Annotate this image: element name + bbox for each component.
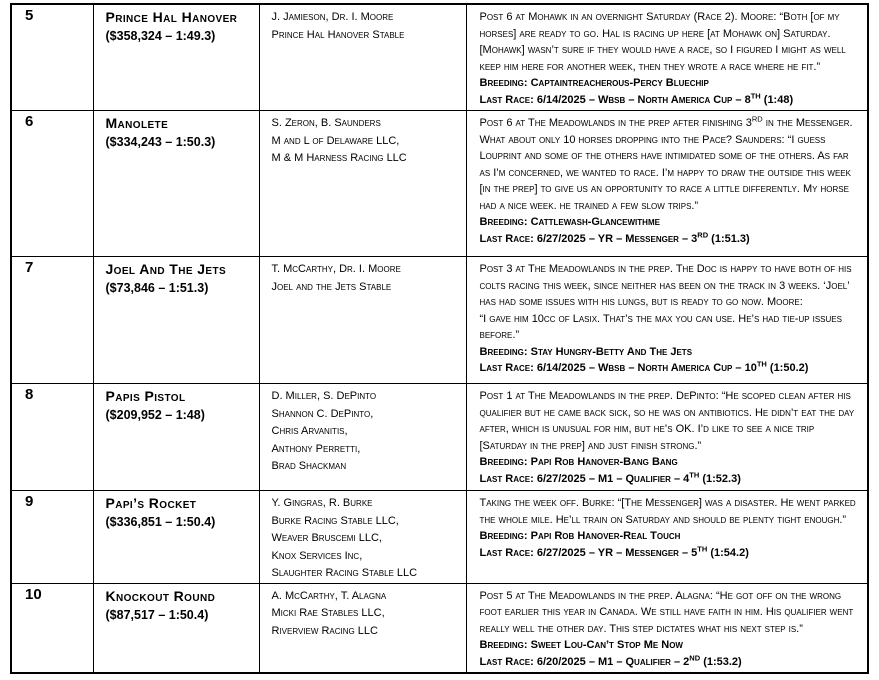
ordinal-superscript: ND xyxy=(689,652,701,662)
last-race-time: (1:52.3) xyxy=(699,472,741,485)
last-race-line xyxy=(480,360,859,377)
horse-cell xyxy=(93,111,259,257)
last-race-time: (1:51.3) xyxy=(708,232,750,245)
comment-segment: Post 5 at The Meadowlands in the prep. Alagna: “He got off on the wrong foot earlier this year in Canada. We still have faith in him. His qualifier went really well the other day. This step dictates what his next step is.” xyxy=(479,589,854,635)
horse-earnings-record: ($336,851 – 1:50.4) xyxy=(105,515,216,529)
table-row xyxy=(11,111,868,257)
connection-line: Riverview Racing LLC xyxy=(271,624,378,637)
horse-earnings-record: ($73,846 – 1:51.3) xyxy=(105,281,209,295)
connection-line: Brad Shackman xyxy=(271,460,347,472)
breeding-line: Breeding: Papi Rob Hanover-Real Touch xyxy=(479,530,681,542)
connection-line: D. Miller, S. DePinto xyxy=(271,390,377,402)
comment-text xyxy=(480,9,859,75)
breeding-line: Breeding: Papi Rob Hanover-Bang Bang xyxy=(479,456,678,468)
connection-line: Shannon C. DePinto, xyxy=(271,407,374,420)
connection-line: Weaver Bruscemi LLC, xyxy=(271,532,382,544)
connection-line: M and L of Delaware LLC, xyxy=(271,134,400,147)
connection-line: Knox Services Inc, xyxy=(271,549,363,562)
table-row xyxy=(11,384,868,491)
connections-cell xyxy=(259,111,466,257)
connection-line: J. Jamieson, Dr. I. Moore xyxy=(271,11,394,23)
connections-cell xyxy=(259,257,466,384)
horse-name: Papi’s Rocket xyxy=(105,495,197,511)
last-race-text: Last Race: 6/14/2025 – Wbsb – North America Cup – 10 xyxy=(479,362,757,374)
comment-text xyxy=(480,115,859,214)
horse-cell xyxy=(93,491,259,584)
horse-cell xyxy=(93,257,259,384)
connection-line: Prince Hal Hanover Stable xyxy=(271,28,405,41)
post-number: 10 xyxy=(11,583,93,673)
connections-cell xyxy=(259,384,466,491)
last-race-text: Last Race: 6/14/2025 – Wbsb – North America Cup – 8 xyxy=(479,93,751,106)
comment-segment: Post 3 at The Meadowlands in the prep. The Doc is happy to have both of his colts racing this week, since neither has been on the track in 3 weeks. ‘Joel’ has had some issues with his lungs, but is ready to go now. Moore: xyxy=(479,263,852,308)
ordinal-superscript: RD xyxy=(697,229,709,239)
post-number: 5 xyxy=(11,4,93,111)
comment-text xyxy=(480,588,859,638)
comment-text xyxy=(480,261,859,344)
last-race-line xyxy=(480,471,859,488)
horse-name: Prince Hal Hanover xyxy=(105,9,238,25)
last-race-line xyxy=(480,545,859,562)
connections-cell xyxy=(259,583,466,673)
table-row xyxy=(11,257,868,384)
breeding-line: Breeding: Sweet Lou-Can’t Stop Me Now xyxy=(479,639,683,651)
connection-line: Joel and the Jets Stable xyxy=(271,280,392,293)
connection-line: Chris Arvanitis, xyxy=(271,425,348,437)
last-race-time: (1:54.2) xyxy=(707,546,749,559)
horse-earnings-record: ($334,243 – 1:50.3) xyxy=(105,135,216,149)
breeding-line: Breeding: Captaintreacherous-Percy Bluechip xyxy=(479,77,709,89)
comment-segment: Taking the week off. Burke: “[The Messenger] was a disaster. He went parked the whole mile. He’ll train on Saturday and should be plenty tight enough.” xyxy=(479,497,856,526)
last-race-text: Last Race: 6/20/2025 – M1 – Qualifier – 2 xyxy=(479,655,690,668)
horse-earnings-record: ($209,952 – 1:48) xyxy=(105,408,205,422)
horse-entries-table xyxy=(10,3,869,674)
comment-cell xyxy=(466,4,868,111)
horse-cell xyxy=(93,384,259,491)
comment-cell xyxy=(466,257,868,384)
comment-segment: Post 6 at The Meadowlands in the prep after finishing 3 xyxy=(479,117,752,129)
comment-segment: “I gave him 10cc of Lasix. That’s the max you can use. He’s had tie-up issues before.” xyxy=(479,312,842,341)
breeding-line: Breeding: Stay Hungry-Betty And The Jets xyxy=(479,345,693,358)
last-race-text: Last Race: 6/27/2025 – YR – Messenger – 3 xyxy=(479,232,698,245)
last-race-text: Last Race: 6/27/2025 – YR – Messenger – 5 xyxy=(479,546,698,559)
horse-cell xyxy=(93,4,259,111)
connections-cell xyxy=(259,491,466,584)
ordinal-superscript: RD xyxy=(751,114,763,124)
horse-earnings-record: ($358,324 – 1:49.3) xyxy=(105,29,216,43)
comment-text xyxy=(480,495,859,528)
comment-cell xyxy=(466,583,868,673)
post-number: 7 xyxy=(11,257,93,384)
last-race-line xyxy=(480,92,859,109)
connection-line: Anthony Perretti, xyxy=(271,442,361,455)
ordinal-superscript: TH xyxy=(697,543,708,553)
last-race-time: (1:50.2) xyxy=(766,362,809,374)
horse-name: Papis Pistol xyxy=(105,388,186,404)
connection-line: S. Zeron, B. Saunders xyxy=(271,117,381,129)
table-row xyxy=(11,583,868,673)
comment-segment: in the Messenger. What about only 10 horses dropping into the Pace? Saunders: “I guess Louprint and some of the others have intimidated some of the others. As far as I’m concerned, we wanted to race. I’m happy to draw the outside this week [in the prep] to give us an opportunity to race a little differently. My horse had a nice week. he trained a few slow trips.” xyxy=(479,117,853,212)
last-race-time: (1:53.2) xyxy=(700,655,742,668)
post-number: 9 xyxy=(11,491,93,584)
comment-cell xyxy=(466,384,868,491)
comment-cell xyxy=(466,111,868,257)
horse-name: Manolete xyxy=(105,115,169,131)
last-race-line xyxy=(480,231,859,248)
horse-name: Joel And The Jets xyxy=(105,261,227,277)
connection-line: T. McCarthy, Dr. I. Moore xyxy=(271,263,401,275)
table-row xyxy=(11,491,868,584)
horse-name: Knockout Round xyxy=(105,587,216,604)
connections-cell xyxy=(259,4,466,111)
comment-segment: Post 6 at Mohawk in an overnight Saturday (Race 2). Moore: “Both [of my horses] are ready to go. Hal is racing up here [at Mohawk on] Saturday. [Mohawk] wasn’t sure if they would have a race, so I figured I might as well keep him here for another week, then they wrote a race where he fit.” xyxy=(479,11,846,73)
connection-line: A. McCarthy, T. Alagna xyxy=(271,589,387,602)
comment-segment: Post 1 at The Meadowlands in the prep. DePinto: “He scoped clean after his qualifier but he came back sick, so he was on antibiotics. He didn’t eat the day after, which is unusual for him, but he’s OK. I’d like to see a nice trip [Saturday in the prep] and just finish strong.” xyxy=(479,390,855,452)
post-number: 8 xyxy=(11,384,93,491)
table-row xyxy=(11,4,868,111)
connection-line: Y. Gingras, R. Burke xyxy=(271,497,373,509)
last-race-line xyxy=(480,654,859,671)
connection-line: Slaughter Racing Stable LLC xyxy=(271,567,418,579)
last-race-time: (1:48) xyxy=(760,93,794,106)
comment-text xyxy=(480,388,859,454)
last-race-text: Last Race: 6/27/2025 – M1 – Qualifier – 4 xyxy=(479,472,690,485)
ordinal-superscript: TH xyxy=(750,90,761,100)
connection-line: Micki Rae Stables LLC, xyxy=(271,607,385,619)
comment-cell xyxy=(466,491,868,584)
ordinal-superscript: TH xyxy=(756,359,767,369)
connection-line: M & M Harness Racing LLC xyxy=(271,152,407,164)
ordinal-superscript: TH xyxy=(689,469,700,479)
horse-cell xyxy=(93,583,259,673)
connection-line: Burke Racing Stable LLC, xyxy=(271,514,399,527)
post-number: 6 xyxy=(11,111,93,257)
horse-earnings-record: ($87,517 – 1:50.4) xyxy=(105,607,209,622)
breeding-line: Breeding: Cattlewash-Glancewithme xyxy=(479,216,660,228)
